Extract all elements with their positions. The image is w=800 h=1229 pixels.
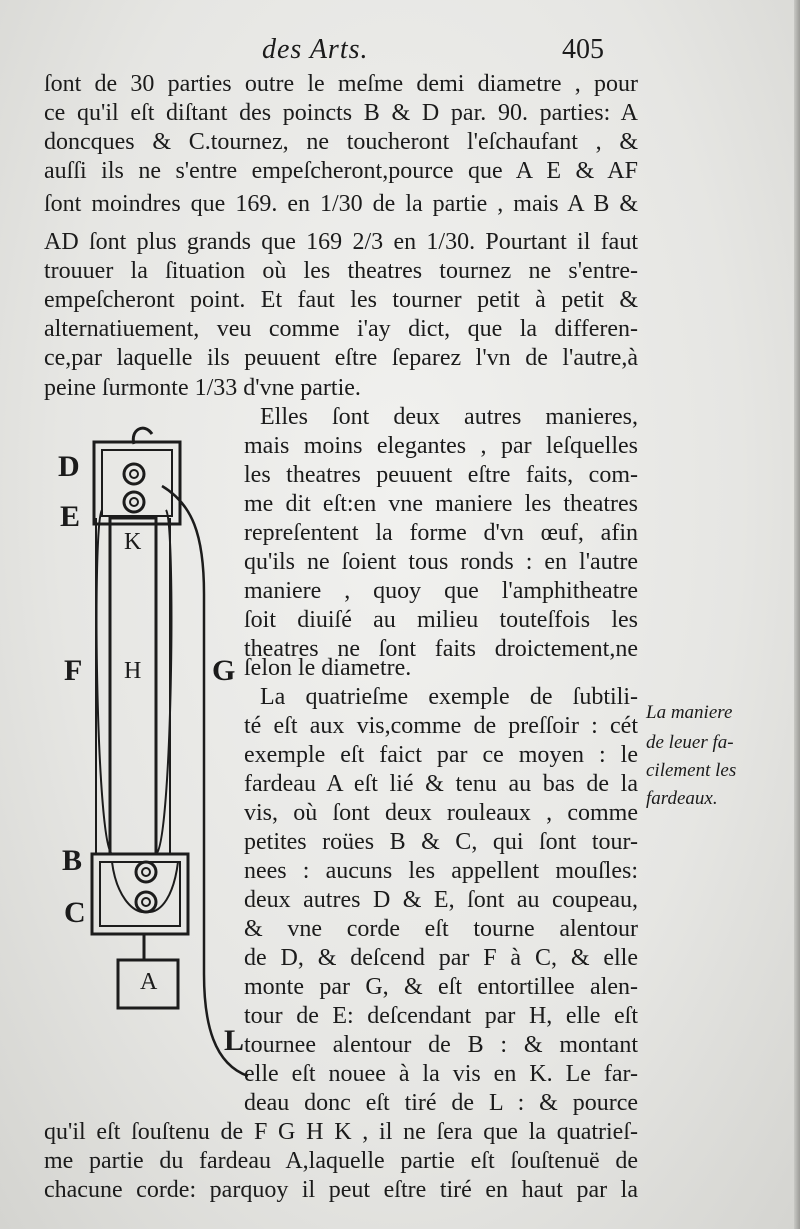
text-line: mais moins elegantes , par leſquelles bbox=[244, 433, 638, 459]
figure-label-f: F bbox=[64, 654, 83, 687]
screw-press-figure bbox=[52, 414, 256, 1094]
text-line: ce qu'il eſt diſtant des poincts B & D par. 90. parties: A bbox=[44, 100, 638, 126]
pulley-b bbox=[136, 862, 156, 882]
text-line: tournee alentour de B : & montant bbox=[244, 1032, 638, 1058]
pulley-e bbox=[124, 492, 144, 512]
text-line: ſelon le diametre. bbox=[244, 655, 412, 681]
text-line: AD ſont plus grands que 169 2/3 en 1/30. Pourtant il faut bbox=[44, 229, 638, 255]
text-line: me dit eſt:en vne maniere les theatres bbox=[244, 491, 638, 517]
figure-label-d: D bbox=[58, 450, 80, 483]
text-line: qu'il eſt ſouſtenu de F G H K , il ne ſera que la quatrieſ- bbox=[44, 1119, 638, 1145]
text-line: empeſcheront point. Et faut les tourner petit à petit & bbox=[44, 287, 638, 313]
text-line: chacune corde: parquoy il peut eſtre tiré en haut par la bbox=[44, 1177, 638, 1203]
page-number: 405 bbox=[562, 34, 604, 65]
text-line: monte par G, & eſt entortillee alen- bbox=[244, 974, 638, 1000]
pulley-d bbox=[124, 464, 144, 484]
running-header: des Arts. bbox=[262, 34, 369, 65]
rope-to-l bbox=[162, 486, 248, 1076]
figure-label-h: H bbox=[124, 658, 142, 684]
figure-label-e: E bbox=[60, 500, 81, 533]
text-line: & vne corde eſt tourne alentour bbox=[244, 916, 638, 942]
screw-shaft bbox=[110, 518, 156, 854]
pulley-c bbox=[136, 892, 156, 912]
figure-label-b: B bbox=[62, 844, 83, 877]
margin-note-line: de leuer fa- bbox=[646, 732, 734, 753]
text-line: deux autres D & E, ſont au coupeau, bbox=[244, 887, 638, 913]
text-line: theatres ne ſont faits droictement,ne bbox=[244, 636, 638, 662]
margin-note-line: cilement les bbox=[646, 760, 737, 781]
text-line: ſont de 30 parties outre le meſme demi diametre , pour bbox=[44, 71, 638, 97]
text-line: repreſentent la forme d'vn œuf, afin bbox=[244, 520, 638, 546]
text-line: nees : aucuns les appellent mouſles: bbox=[244, 858, 638, 884]
text-line: me partie du fardeau A,laquelle partie eſt ſouſtenuë de bbox=[44, 1148, 638, 1174]
figure-label-g: G bbox=[212, 654, 236, 687]
page-edge-shadow bbox=[794, 0, 800, 1229]
text-line: trouuer la ſituation où les theatres tournez ne s'entre- bbox=[44, 258, 638, 284]
margin-note-line: fardeaux. bbox=[646, 788, 718, 809]
text-line: tour de E: deſcendant par H, elle eſt bbox=[244, 1003, 638, 1029]
text-line: qu'ils ne ſoient tous ronds : en l'autre bbox=[244, 549, 638, 575]
text-line: Elles ſont deux autres manieres, bbox=[260, 404, 638, 430]
text-line: peine ſurmonte 1/33 d'vne partie. bbox=[44, 375, 361, 401]
figure-label-l: L bbox=[224, 1024, 245, 1057]
margin-note-line: La maniere bbox=[646, 702, 733, 723]
text-line: les theatres peuuent eſtre faits, com- bbox=[244, 462, 638, 488]
text-line: de D, & deſcend par F à C, & elle bbox=[244, 945, 638, 971]
figure-label-c: C bbox=[64, 896, 86, 929]
text-line: auſſi ils ne s'entre empeſcheront,pource que A E & AF bbox=[44, 158, 638, 184]
text-line: vis, où ſont deux rouleaux , comme bbox=[244, 800, 638, 826]
text-line: alternatiuement, veu comme i'ay dict, que la differen- bbox=[44, 316, 638, 342]
text-line: La quatrieſme exemple de ſubtili- bbox=[260, 684, 638, 710]
text-line: fardeau A eſt lié & tenu au bas de la bbox=[244, 771, 638, 797]
text-line: ce,par laquelle ils peuuent eſtre ſeparez l'vn de l'autre,à bbox=[44, 345, 638, 371]
text-line: maniere , quoy que l'amphitheatre bbox=[244, 578, 638, 604]
text-line: té eſt aux vis,comme de preſſoir : cét bbox=[244, 713, 638, 739]
figure-label-k: K bbox=[124, 529, 142, 555]
text-line: elle eſt nouee à la vis en K. Le far- bbox=[244, 1061, 638, 1087]
figure-label-a: A bbox=[140, 969, 158, 995]
text-line: deau donc eſt tiré de L : & pource bbox=[244, 1090, 638, 1116]
text-line: doncques & C.tournez, ne toucheront l'eſchaufant , & bbox=[44, 129, 638, 155]
text-line: ſoit diuiſé au milieu touteſfois les bbox=[244, 607, 638, 633]
text-line: petites roües B & C, qui ſont tour- bbox=[244, 829, 638, 855]
text-line: ſont moindres que 169. en 1/30 de la partie , mais A B & bbox=[44, 191, 638, 217]
text-line: exemple eſt faict par ce moyen : le bbox=[244, 742, 638, 768]
